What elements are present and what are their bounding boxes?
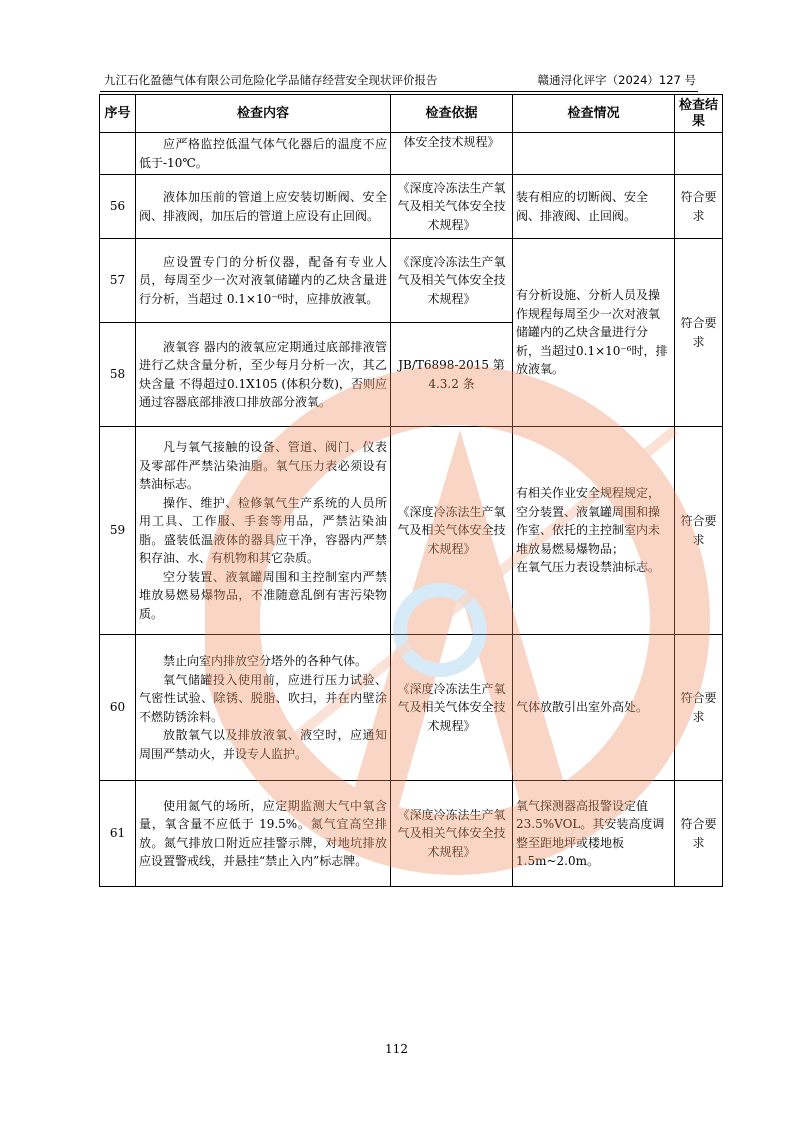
- row-no: 58: [100, 323, 136, 427]
- row-status: 气体放散引出室外高处。: [513, 635, 675, 781]
- table-row: [100, 239, 723, 323]
- header-no: 序号: [100, 95, 136, 133]
- table-header-row: [100, 95, 723, 133]
- header-result: 检查结果: [675, 95, 723, 133]
- row-content: 应严格监控低温气体气化器后的温度不应低于-10℃。: [136, 133, 391, 175]
- row-content: 凡与氧气接触的设备、管道、阀门、仪表及零部件严禁沾染油脂。氧气压力表必须设有禁油标志。 操作、维护、检修氧气生产系统的人员所用工具、工作服、手套等用品，严禁沾染油脂。盛装低温液体的器具应干净，容器内严禁积存油、水、有机物和其它杂质。 空分装置、液氧罐周围和主控制室内严禁堆放易燃易爆物品，不准随意乱倒有害污染物质。: [136, 427, 391, 635]
- header-content: 检查内容: [136, 95, 391, 133]
- page-header: [104, 70, 696, 90]
- row-result: [675, 133, 723, 175]
- row-status: 装有相应的切断阀、安全阀、排液阀、止回阀。: [513, 175, 675, 239]
- row-basis: JB/T6898-2015 第 4.3.2 条: [391, 323, 513, 427]
- row-basis: 《深度冷冻法生产氧气及相关气体安全技术规程》: [391, 239, 513, 323]
- table-row: [100, 427, 723, 635]
- row-result: 符合要求: [675, 427, 723, 635]
- row-basis: 《深度冷冻法生产氧气及相关气体安全技术规程》: [391, 781, 513, 887]
- report-number: 赣通浔化评字（2024）127 号: [537, 73, 696, 87]
- header-status: 检查情况: [513, 95, 675, 133]
- row-basis: 体安全技术规程》: [391, 133, 513, 175]
- row-basis: 《深度冷冻法生产氧气及相关气体安全技术规程》: [391, 427, 513, 635]
- row-status: [513, 133, 675, 175]
- page-number: 112: [385, 1042, 408, 1056]
- row-no: 57: [100, 239, 136, 323]
- row-content: 使用氮气的场所，应定期监测大气中氧含量，氧含量不应低于 19.5%。氮气宜高空排放。氮气排放口附近应挂警示牌，对地坑排放应设置警戒线，并悬挂“禁止入内”标志牌。: [136, 781, 391, 887]
- row-result: 符合要求: [675, 175, 723, 239]
- row-no: [100, 133, 136, 175]
- table-row: [100, 781, 723, 887]
- table-row: [100, 175, 723, 239]
- row-basis: 《深度冷冻法生产氧气及相关气体安全技术规程》: [391, 175, 513, 239]
- row-content: 液氧容 器内的液氧应定期通过底部排液管进行乙炔含量分析，至少每月分析一次，其乙炔含量 不得超过0.1X105 (体积分数)，否则应通过容器底部排液口排放部分液氧。: [136, 323, 391, 427]
- row-result: 符合要求: [675, 635, 723, 781]
- row-result: 符合要求: [675, 781, 723, 887]
- row-status: 氧气探测器高报警设定值 23.5%VOL。其安装高度调整至距地坪或楼地板 1.5m~2.0m。: [513, 781, 675, 887]
- inspection-table: [99, 94, 723, 887]
- report-title: 九江石化盈德气体有限公司危险化学品储存经营安全现状评价报告: [104, 73, 438, 87]
- row-result: 符合要求: [675, 239, 723, 427]
- row-content: 应设置专门的分析仪器，配备有专业人员，每周至少一次对液氧储罐内的乙炔含量进行分析，当超过 0.1×10⁻⁶时，应排放液氧。: [136, 239, 391, 323]
- header-rule: [100, 91, 698, 92]
- row-status: 有分析设施、分析人员及操作规程每周至少一次对液氧储罐内的乙炔含量进行分析，当超过0.1×10⁻⁶时，排放液氧。: [513, 239, 675, 427]
- row-status: 有相关作业安全规程规定，空分装置、液氧罐周围和操作室、依托的主控制室内未堆放易燃易爆物品； 在氧气压力表设禁油标志。: [513, 427, 675, 635]
- row-no: 61: [100, 781, 136, 887]
- row-no: 56: [100, 175, 136, 239]
- row-no: 59: [100, 427, 136, 635]
- row-content: 液体加压前的管道上应安装切断阀、安全阀、排液阀，加压后的管道上应设有止回阀。: [136, 175, 391, 239]
- table-row: [100, 635, 723, 781]
- header-basis: 检查依据: [391, 95, 513, 133]
- table-row: [100, 133, 723, 175]
- row-no: 60: [100, 635, 136, 781]
- row-content: 禁止向室内排放空分塔外的各种气体。 氧气储罐投入使用前，应进行压力试验、气密性试验、除锈、脱脂、吹扫，并在内壁涂不燃防锈涂料。 放散氧气以及排放液氧、液空时，应通知周围严禁动火，并设专人监护。: [136, 635, 391, 781]
- row-basis: 《深度冷冻法生产氧气及相关气体安全技术规程》: [391, 635, 513, 781]
